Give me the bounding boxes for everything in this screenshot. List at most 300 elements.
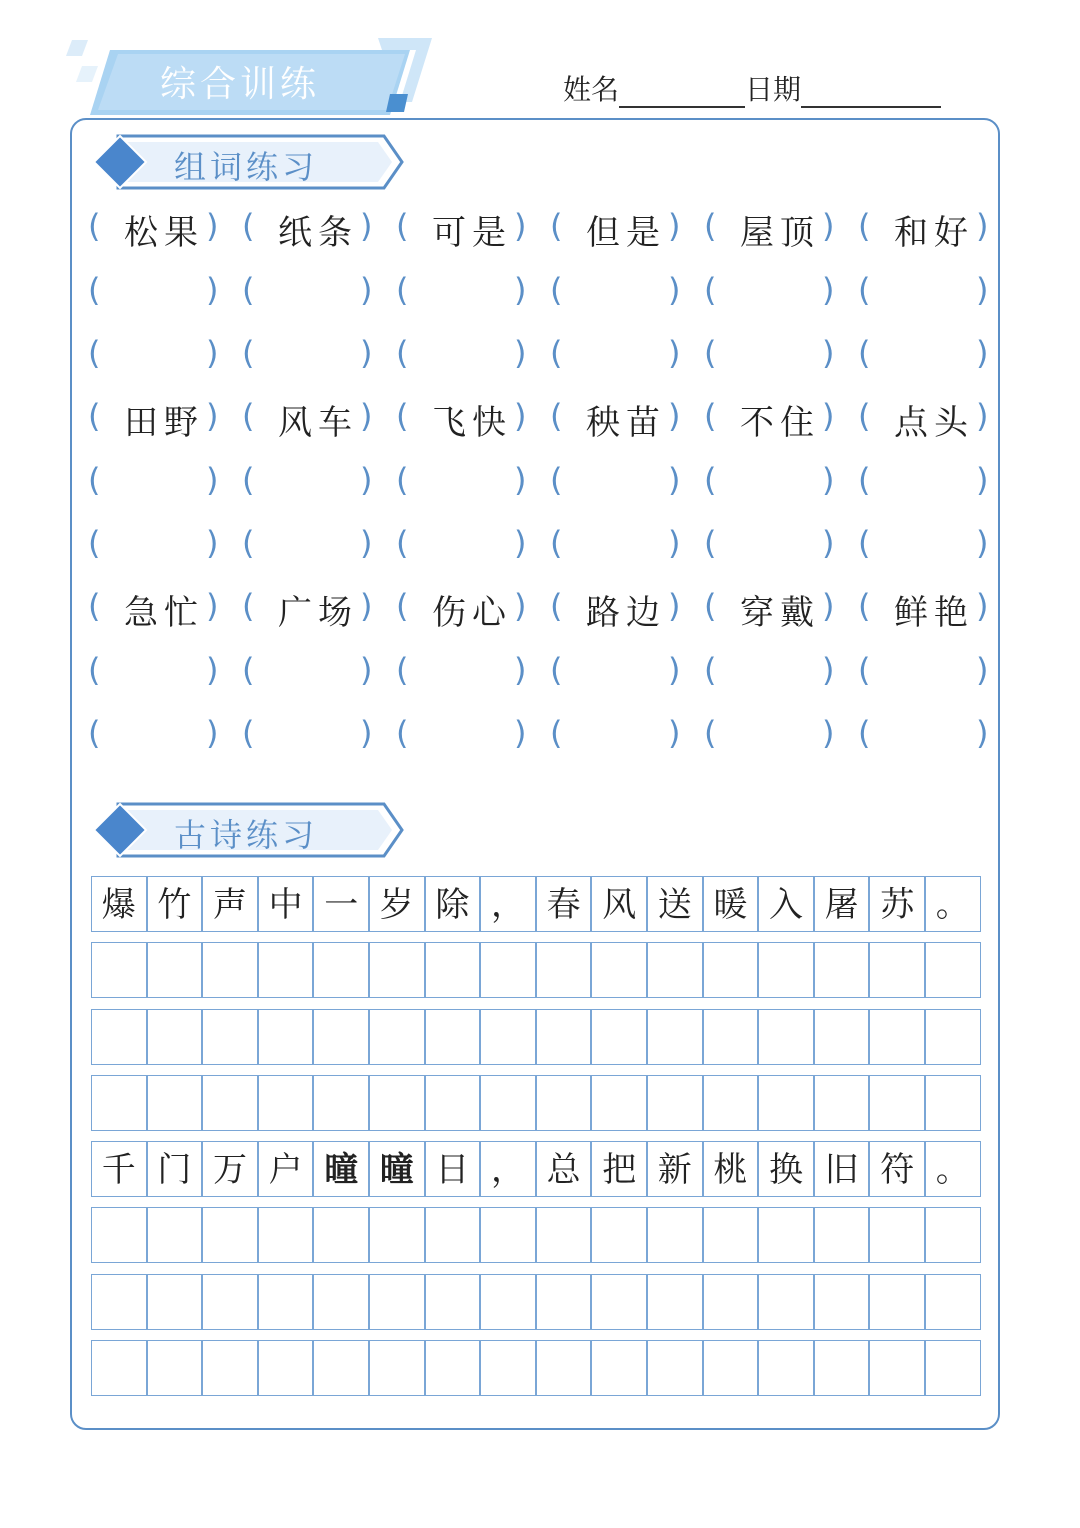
close-paren: ) <box>514 650 527 689</box>
close-paren: ) <box>206 207 219 245</box>
poem-char-cell: 曈 <box>313 1141 369 1197</box>
close-paren: ) <box>822 207 835 245</box>
blank-grid-cell[interactable] <box>591 1009 647 1065</box>
blank-grid-cell[interactable] <box>925 1009 981 1065</box>
poem-char-cell: 户 <box>258 1141 314 1197</box>
poem-char-cell: 曈 <box>369 1141 425 1197</box>
blank-grid-cell[interactable] <box>425 1207 481 1263</box>
blank-grid-cell[interactable] <box>758 1009 814 1065</box>
close-paren: ) <box>976 650 989 689</box>
poem-char-cell: 送 <box>647 876 703 932</box>
blank-word-cell[interactable] <box>550 459 704 509</box>
close-paren: ) <box>976 587 989 625</box>
blank-grid-cell[interactable] <box>703 1207 759 1263</box>
open-paren: ( <box>858 397 871 435</box>
open-paren: ( <box>704 270 717 309</box>
blank-grid-cell[interactable] <box>480 1075 536 1131</box>
blank-grid-cell[interactable] <box>369 1207 425 1263</box>
blank-grid-cell[interactable] <box>91 1009 147 1065</box>
blank-grid-cell[interactable] <box>258 1274 314 1330</box>
word-row <box>88 205 990 255</box>
blank-grid-cell[interactable] <box>147 1075 203 1131</box>
open-paren: ( <box>242 397 255 435</box>
close-paren: ) <box>206 334 219 372</box>
poem-char-cell: 把 <box>591 1141 647 1197</box>
blank-grid-cell[interactable] <box>591 1075 647 1131</box>
poem-char-cell: ， <box>480 876 536 932</box>
open-paren: ( <box>858 650 871 689</box>
blank-grid-row <box>91 1274 981 1330</box>
blank-grid-cell[interactable] <box>869 1340 925 1396</box>
blank-word-cell[interactable] <box>88 459 242 509</box>
blank-grid-cell[interactable] <box>647 1207 703 1263</box>
blank-word-cell[interactable] <box>858 332 1012 382</box>
blank-word-cell[interactable] <box>88 649 242 699</box>
date-blank-line[interactable] <box>801 76 941 108</box>
word-cell <box>858 205 1012 255</box>
close-paren: ) <box>822 650 835 689</box>
close-paren: ) <box>976 334 989 372</box>
blank-grid-cell[interactable] <box>313 1207 369 1263</box>
word-cell <box>550 205 704 255</box>
blank-grid-cell[interactable] <box>536 1009 592 1065</box>
poem-char-cell: 。 <box>925 876 981 932</box>
blank-grid-cell[interactable] <box>758 1207 814 1263</box>
open-paren: ( <box>396 524 409 562</box>
open-paren: ( <box>858 587 871 625</box>
poem-char-cell: 中 <box>258 876 314 932</box>
open-paren: ( <box>704 334 717 372</box>
open-paren: ( <box>88 207 101 245</box>
blank-word-cell[interactable] <box>396 332 550 382</box>
blank-word-cell[interactable] <box>396 459 550 509</box>
word-text: 伤心 <box>432 593 512 633</box>
word-row <box>88 395 990 445</box>
blank-grid-cell[interactable] <box>202 1075 258 1131</box>
blank-grid-cell[interactable] <box>814 1207 870 1263</box>
word-text: 纸条 <box>278 213 358 253</box>
blank-word-cell[interactable] <box>858 459 1012 509</box>
blank-grid-cell[interactable] <box>313 942 369 998</box>
blank-grid-cell[interactable] <box>869 1274 925 1330</box>
blank-grid-cell[interactable] <box>258 1340 314 1396</box>
blank-grid-cell[interactable] <box>536 1340 592 1396</box>
blank-word-cell[interactable] <box>242 269 396 319</box>
blank-grid-cell[interactable] <box>758 1075 814 1131</box>
open-paren: ( <box>396 397 409 435</box>
open-paren: ( <box>88 587 101 625</box>
close-paren: ) <box>360 270 373 309</box>
poem-char-cell: 入 <box>758 876 814 932</box>
blank-grid-cell[interactable] <box>91 1207 147 1263</box>
close-paren: ) <box>976 270 989 309</box>
close-paren: ) <box>206 650 219 689</box>
close-paren: ) <box>360 650 373 689</box>
poem-char-cell: 风 <box>591 876 647 932</box>
blank-word-cell[interactable] <box>550 269 704 319</box>
close-paren: ) <box>206 587 219 625</box>
open-paren: ( <box>550 650 563 689</box>
blank-word-cell[interactable] <box>396 649 550 699</box>
word-cell <box>704 585 858 635</box>
open-paren: ( <box>550 714 563 752</box>
open-paren: ( <box>88 270 101 309</box>
close-paren: ) <box>360 334 373 372</box>
blank-grid-cell[interactable] <box>814 1274 870 1330</box>
close-paren: ) <box>976 397 989 435</box>
blank-grid-cell[interactable] <box>313 1340 369 1396</box>
blank-grid-cell[interactable] <box>313 1075 369 1131</box>
blank-grid-cell[interactable] <box>869 942 925 998</box>
word-text: 屋顶 <box>740 213 820 253</box>
open-paren: ( <box>242 650 255 689</box>
blank-grid-cell[interactable] <box>425 1009 481 1065</box>
blank-grid-cell[interactable] <box>536 1075 592 1131</box>
section-title-poem: 古诗练习 <box>174 816 319 854</box>
open-paren: ( <box>88 460 101 499</box>
word-text: 点头 <box>894 403 974 443</box>
close-paren: ) <box>668 334 681 372</box>
blank-grid-cell[interactable] <box>647 942 703 998</box>
open-paren: ( <box>88 650 101 689</box>
blank-grid-cell[interactable] <box>425 1340 481 1396</box>
blank-word-cell[interactable] <box>88 332 242 382</box>
open-paren: ( <box>550 397 563 435</box>
open-paren: ( <box>88 397 101 435</box>
close-paren: ) <box>822 460 835 499</box>
poem-char-cell: 声 <box>202 876 258 932</box>
open-paren: ( <box>396 207 409 245</box>
open-paren: ( <box>88 524 101 562</box>
open-paren: ( <box>242 207 255 245</box>
blank-grid-cell[interactable] <box>202 1274 258 1330</box>
word-cell <box>858 395 1012 445</box>
open-paren: ( <box>704 460 717 499</box>
blank-grid-cell[interactable] <box>147 1274 203 1330</box>
blank-grid-cell[interactable] <box>425 1274 481 1330</box>
open-paren: ( <box>242 460 255 499</box>
close-paren: ) <box>206 460 219 499</box>
close-paren: ) <box>822 334 835 372</box>
word-text: 可是 <box>432 213 512 253</box>
poem-char-cell: 屠 <box>814 876 870 932</box>
open-paren: ( <box>550 334 563 372</box>
word-cell <box>88 395 242 445</box>
close-paren: ) <box>514 334 527 372</box>
blank-grid-cell[interactable] <box>425 942 481 998</box>
blank-grid-cell[interactable] <box>147 1009 203 1065</box>
close-paren: ) <box>668 524 681 562</box>
close-paren: ) <box>822 714 835 752</box>
open-paren: ( <box>396 334 409 372</box>
close-paren: ) <box>822 270 835 309</box>
blank-word-cell[interactable] <box>550 522 704 572</box>
blank-word-cell[interactable] <box>858 712 1012 762</box>
poem-char-cell: 总 <box>536 1141 592 1197</box>
word-text: 但是 <box>586 213 666 253</box>
close-paren: ) <box>514 524 527 562</box>
blank-grid-cell[interactable] <box>369 1274 425 1330</box>
blank-grid-cell[interactable] <box>814 1075 870 1131</box>
open-paren: ( <box>242 524 255 562</box>
poem-char-cell: 旧 <box>814 1141 870 1197</box>
blank-word-cell[interactable] <box>242 522 396 572</box>
blank-grid-cell[interactable] <box>703 1340 759 1396</box>
blank-grid-cell[interactable] <box>91 942 147 998</box>
open-paren: ( <box>396 650 409 689</box>
blank-grid-cell[interactable] <box>925 942 981 998</box>
close-paren: ) <box>514 460 527 499</box>
blank-grid-cell[interactable] <box>202 1207 258 1263</box>
blank-grid-cell[interactable] <box>814 1009 870 1065</box>
word-cell <box>550 585 704 635</box>
blank-grid-cell[interactable] <box>536 1274 592 1330</box>
poem-char-cell: 新 <box>647 1141 703 1197</box>
blank-word-cell[interactable] <box>396 269 550 319</box>
close-paren: ) <box>976 524 989 562</box>
blank-grid-cell[interactable] <box>536 942 592 998</box>
blank-word-cell[interactable] <box>550 332 704 382</box>
blank-grid-cell[interactable] <box>369 1340 425 1396</box>
word-text: 和好 <box>894 213 974 253</box>
blank-grid-cell[interactable] <box>703 1009 759 1065</box>
open-paren: ( <box>858 334 871 372</box>
open-paren: ( <box>858 714 871 752</box>
close-paren: ) <box>822 524 835 562</box>
name-label: 姓名 <box>563 73 620 106</box>
name-date-fields <box>563 68 941 108</box>
word-text: 广场 <box>278 593 358 633</box>
blank-grid-cell[interactable] <box>647 1009 703 1065</box>
blank-grid-cell[interactable] <box>91 1340 147 1396</box>
word-cell <box>396 395 550 445</box>
poem-char-cell: 岁 <box>369 876 425 932</box>
blank-grid-cell[interactable] <box>647 1274 703 1330</box>
close-paren: ) <box>668 587 681 625</box>
blank-grid-row <box>91 1009 981 1065</box>
blank-grid-cell[interactable] <box>258 1009 314 1065</box>
blank-grid-cell[interactable] <box>591 942 647 998</box>
poem-char-cell: 暖 <box>703 876 759 932</box>
close-paren: ) <box>668 650 681 689</box>
open-paren: ( <box>396 714 409 752</box>
word-cell <box>242 205 396 255</box>
blank-grid-cell[interactable] <box>480 1340 536 1396</box>
poem-char-cell: 春 <box>536 876 592 932</box>
blank-grid-cell[interactable] <box>869 1009 925 1065</box>
poem-char-cell: 日 <box>425 1141 481 1197</box>
blank-grid-cell[interactable] <box>202 1009 258 1065</box>
blank-grid-cell[interactable] <box>703 942 759 998</box>
blank-grid-cell[interactable] <box>480 1009 536 1065</box>
poem-char-cell: ， <box>480 1141 536 1197</box>
open-paren: ( <box>858 524 871 562</box>
blank-grid-row <box>91 1075 981 1131</box>
open-paren: ( <box>704 650 717 689</box>
close-paren: ) <box>976 207 989 245</box>
blank-word-cell[interactable] <box>704 649 858 699</box>
blank-grid-cell[interactable] <box>925 1340 981 1396</box>
word-cell <box>550 395 704 445</box>
word-text: 飞快 <box>432 403 512 443</box>
poem-char-cell: 竹 <box>147 876 203 932</box>
blank-word-cell[interactable] <box>704 269 858 319</box>
blank-grid-cell[interactable] <box>480 1207 536 1263</box>
open-paren: ( <box>704 587 717 625</box>
blank-grid-cell[interactable] <box>258 942 314 998</box>
blank-grid-cell[interactable] <box>258 1075 314 1131</box>
open-paren: ( <box>88 714 101 752</box>
blank-grid-cell[interactable] <box>369 1075 425 1131</box>
open-paren: ( <box>858 460 871 499</box>
blank-word-cell[interactable] <box>858 269 1012 319</box>
blank-word-cell[interactable] <box>242 459 396 509</box>
close-paren: ) <box>822 587 835 625</box>
blank-grid-cell[interactable] <box>147 1207 203 1263</box>
blank-grid-cell[interactable] <box>925 1075 981 1131</box>
close-paren: ) <box>360 587 373 625</box>
poem-char-cell: 苏 <box>869 876 925 932</box>
blank-grid-cell[interactable] <box>258 1207 314 1263</box>
blank-word-cell[interactable] <box>704 522 858 572</box>
blank-grid-cell[interactable] <box>536 1207 592 1263</box>
poem-char-cell: 万 <box>202 1141 258 1197</box>
open-paren: ( <box>88 334 101 372</box>
word-text: 松果 <box>124 213 204 253</box>
close-paren: ) <box>514 270 527 309</box>
name-blank-line[interactable] <box>619 76 745 108</box>
blank-word-cell[interactable] <box>550 712 704 762</box>
blank-grid-cell[interactable] <box>480 1274 536 1330</box>
blank-grid-cell[interactable] <box>869 1207 925 1263</box>
close-paren: ) <box>514 714 527 752</box>
blank-grid-cell[interactable] <box>369 1009 425 1065</box>
close-paren: ) <box>976 714 989 752</box>
word-text: 路边 <box>586 593 666 633</box>
poem-char-cell: 符 <box>869 1141 925 1197</box>
blank-grid-cell[interactable] <box>147 1340 203 1396</box>
blank-grid-cell[interactable] <box>313 1274 369 1330</box>
open-paren: ( <box>858 270 871 309</box>
blank-word-cell[interactable] <box>242 649 396 699</box>
poem-char-cell: 。 <box>925 1141 981 1197</box>
open-paren: ( <box>396 270 409 309</box>
open-paren: ( <box>242 714 255 752</box>
blank-grid-cell[interactable] <box>480 942 536 998</box>
blank-grid-cell[interactable] <box>758 942 814 998</box>
blank-grid-cell[interactable] <box>91 1274 147 1330</box>
blank-grid-row <box>91 1340 981 1396</box>
blank-word-cell[interactable] <box>242 712 396 762</box>
blank-word-cell[interactable] <box>88 269 242 319</box>
blank-grid-cell[interactable] <box>703 1075 759 1131</box>
blank-word-cell[interactable] <box>704 332 858 382</box>
blank-grid-cell[interactable] <box>369 942 425 998</box>
close-paren: ) <box>976 460 989 499</box>
blank-grid-cell[interactable] <box>814 1340 870 1396</box>
open-paren: ( <box>242 587 255 625</box>
blank-word-cell[interactable] <box>88 522 242 572</box>
blank-word-cell[interactable] <box>704 459 858 509</box>
blank-grid-cell[interactable] <box>425 1075 481 1131</box>
word-cell <box>396 205 550 255</box>
blank-grid-cell[interactable] <box>591 1207 647 1263</box>
word-row <box>88 585 990 635</box>
close-paren: ) <box>360 207 373 245</box>
blank-word-row <box>88 269 990 319</box>
blank-grid-cell[interactable] <box>202 1340 258 1396</box>
blank-word-cell[interactable] <box>704 712 858 762</box>
blank-grid-cell[interactable] <box>147 942 203 998</box>
blank-grid-cell[interactable] <box>91 1075 147 1131</box>
open-paren: ( <box>704 207 717 245</box>
close-paren: ) <box>822 397 835 435</box>
open-paren: ( <box>550 207 563 245</box>
blank-word-cell[interactable] <box>858 649 1012 699</box>
close-paren: ) <box>668 207 681 245</box>
close-paren: ) <box>514 397 527 435</box>
section-title-words: 组词练习 <box>174 148 319 186</box>
blank-grid-cell[interactable] <box>758 1274 814 1330</box>
open-paren: ( <box>550 460 563 499</box>
blank-word-cell[interactable] <box>858 522 1012 572</box>
page-title: 综合训练 <box>160 64 321 105</box>
close-paren: ) <box>206 397 219 435</box>
blank-grid-cell[interactable] <box>703 1274 759 1330</box>
blank-grid-cell[interactable] <box>925 1274 981 1330</box>
poem-char-cell: 千 <box>91 1141 147 1197</box>
close-paren: ) <box>206 714 219 752</box>
blank-grid-cell[interactable] <box>814 942 870 998</box>
blank-grid-cell[interactable] <box>202 942 258 998</box>
blank-grid-cell[interactable] <box>591 1340 647 1396</box>
open-paren: ( <box>704 397 717 435</box>
blank-word-cell[interactable] <box>550 649 704 699</box>
blank-word-cell[interactable] <box>242 332 396 382</box>
blank-word-cell[interactable] <box>88 712 242 762</box>
close-paren: ) <box>514 587 527 625</box>
blank-grid-cell[interactable] <box>591 1274 647 1330</box>
open-paren: ( <box>704 714 717 752</box>
word-text: 急忙 <box>124 593 204 633</box>
blank-grid-cell[interactable] <box>925 1207 981 1263</box>
close-paren: ) <box>360 714 373 752</box>
blank-grid-row <box>91 1207 981 1263</box>
open-paren: ( <box>396 460 409 499</box>
blank-grid-cell[interactable] <box>313 1009 369 1065</box>
word-cell <box>704 205 858 255</box>
open-paren: ( <box>242 270 255 309</box>
close-paren: ) <box>668 460 681 499</box>
blank-word-row <box>88 712 990 762</box>
blank-grid-cell[interactable] <box>647 1075 703 1131</box>
word-text: 秧苗 <box>586 403 666 443</box>
blank-grid-cell[interactable] <box>647 1340 703 1396</box>
blank-word-row <box>88 649 990 699</box>
open-paren: ( <box>550 270 563 309</box>
blank-grid-cell[interactable] <box>758 1340 814 1396</box>
word-cell <box>242 585 396 635</box>
open-paren: ( <box>704 524 717 562</box>
blank-word-cell[interactable] <box>396 522 550 572</box>
word-text: 田野 <box>124 403 204 443</box>
blank-grid-cell[interactable] <box>869 1075 925 1131</box>
poem-char-cell: 门 <box>147 1141 203 1197</box>
close-paren: ) <box>206 270 219 309</box>
word-cell <box>704 395 858 445</box>
blank-word-cell[interactable] <box>396 712 550 762</box>
poem-char-cell: 一 <box>313 876 369 932</box>
